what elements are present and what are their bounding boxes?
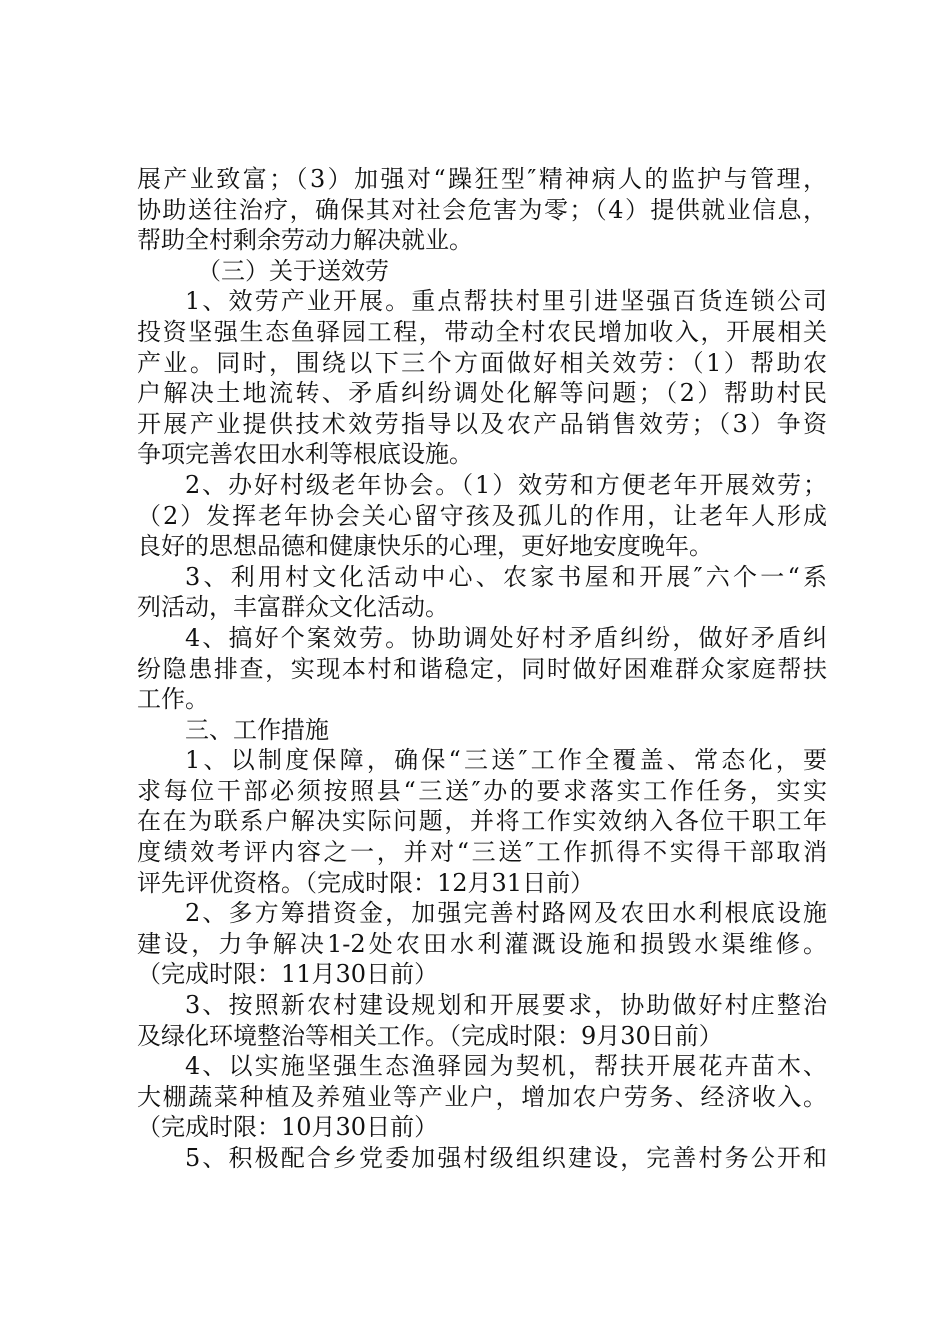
text-line: 列活动，丰富群众文化活动。 [137,593,449,622]
text-line: 5、积极配合乡党委加强村级组织建设，完善村务公开和 [185,1144,827,1172]
text-line: 协助送往治疗，确保其对社会危害为零；（4）提供就业信息， [137,195,827,224]
text-line: （完成时限：10月30日前） [137,1113,439,1142]
text-line: 4、搞好个案效劳。协助调处好村矛盾纠纷，做好矛盾纠 [185,623,827,652]
text-line: （三）关于送效劳 [197,256,389,285]
text-line: 开展产业提供技术效劳指导以及农产品销售效劳；（3）争资 [137,409,827,438]
text-line: 及绿化环境整治等相关工作。（完成时限：9月30日前） [137,1021,723,1050]
text-line: 良好的思想品德和健康快乐的心理，更好地安度晚年。 [137,532,713,561]
text-line: 评先评优资格。（完成时限：12月31日前） [137,868,595,897]
text-line: （完成时限：11月30日前） [137,960,439,989]
text-line: 大棚蔬菜种植及养殖业等产业户，增加农户劳务、经济收入。 [137,1082,827,1111]
document-body [137,164,827,1174]
text-line: 建设，力争解决1-2处农田水利灌溉设施和损毁水渠维修。 [137,929,827,958]
text-line: 展产业致富；（3）加强对“躁狂型″精神病人的监护与管理， [137,165,827,193]
text-line: 求每位干部必须按照县“三送″办的要求落实工作任务，实实 [137,776,827,805]
text-line: 1、以制度保障，确保“三送″工作全覆盖、常态化，要 [185,746,827,775]
text-line: 4、以实施坚强生态渔驿园为契机，帮扶开展花卉苗木、 [185,1052,827,1081]
text-line: 度绩效考评内容之一，并对“三送″工作抓得不实得干部取消 [137,838,827,867]
text-line: 争项完善农田水利等根底设施。 [137,440,473,469]
text-line: 户解决土地流转、矛盾纠纷调处化解等问题；（2）帮助村民 [137,379,827,408]
text-line: 2、多方筹措资金，加强完善村路网及农田水利根底设施 [185,899,827,928]
text-line: 1、效劳产业开展。重点帮扶村里引进坚强百货连锁公司 [185,287,827,316]
text-line: 在在为联系户解决实际问题，并将工作实效纳入各位干职工年 [137,807,827,836]
text-line: 产业。同时，围绕以下三个方面做好相关效劳：（1）帮助农 [137,348,827,377]
text-line: 3、利用村文化活动中心、农家书屋和开展″六个一“系 [185,562,827,591]
text-line: 3、按照新农村建设规划和开展要求，协助做好村庄整治 [185,991,827,1020]
text-line: 工作。 [137,685,209,714]
text-line: 投资坚强生态鱼驿园工程，带动全村农民增加收入，开展相关 [137,317,827,346]
text-line: 帮助全村剩余劳动力解决就业。 [137,226,473,255]
text-line: （2）发挥老年协会关心留守孩及孤儿的作用，让老年人形成 [137,501,827,530]
text-line: 纷隐患排查，实现本村和谐稳定，同时做好困难群众家庭帮扶 [137,654,827,683]
text-line: 2、办好村级老年协会。（1）效劳和方便老年开展效劳； [185,470,827,499]
text-line: 三、工作措施 [185,715,329,744]
